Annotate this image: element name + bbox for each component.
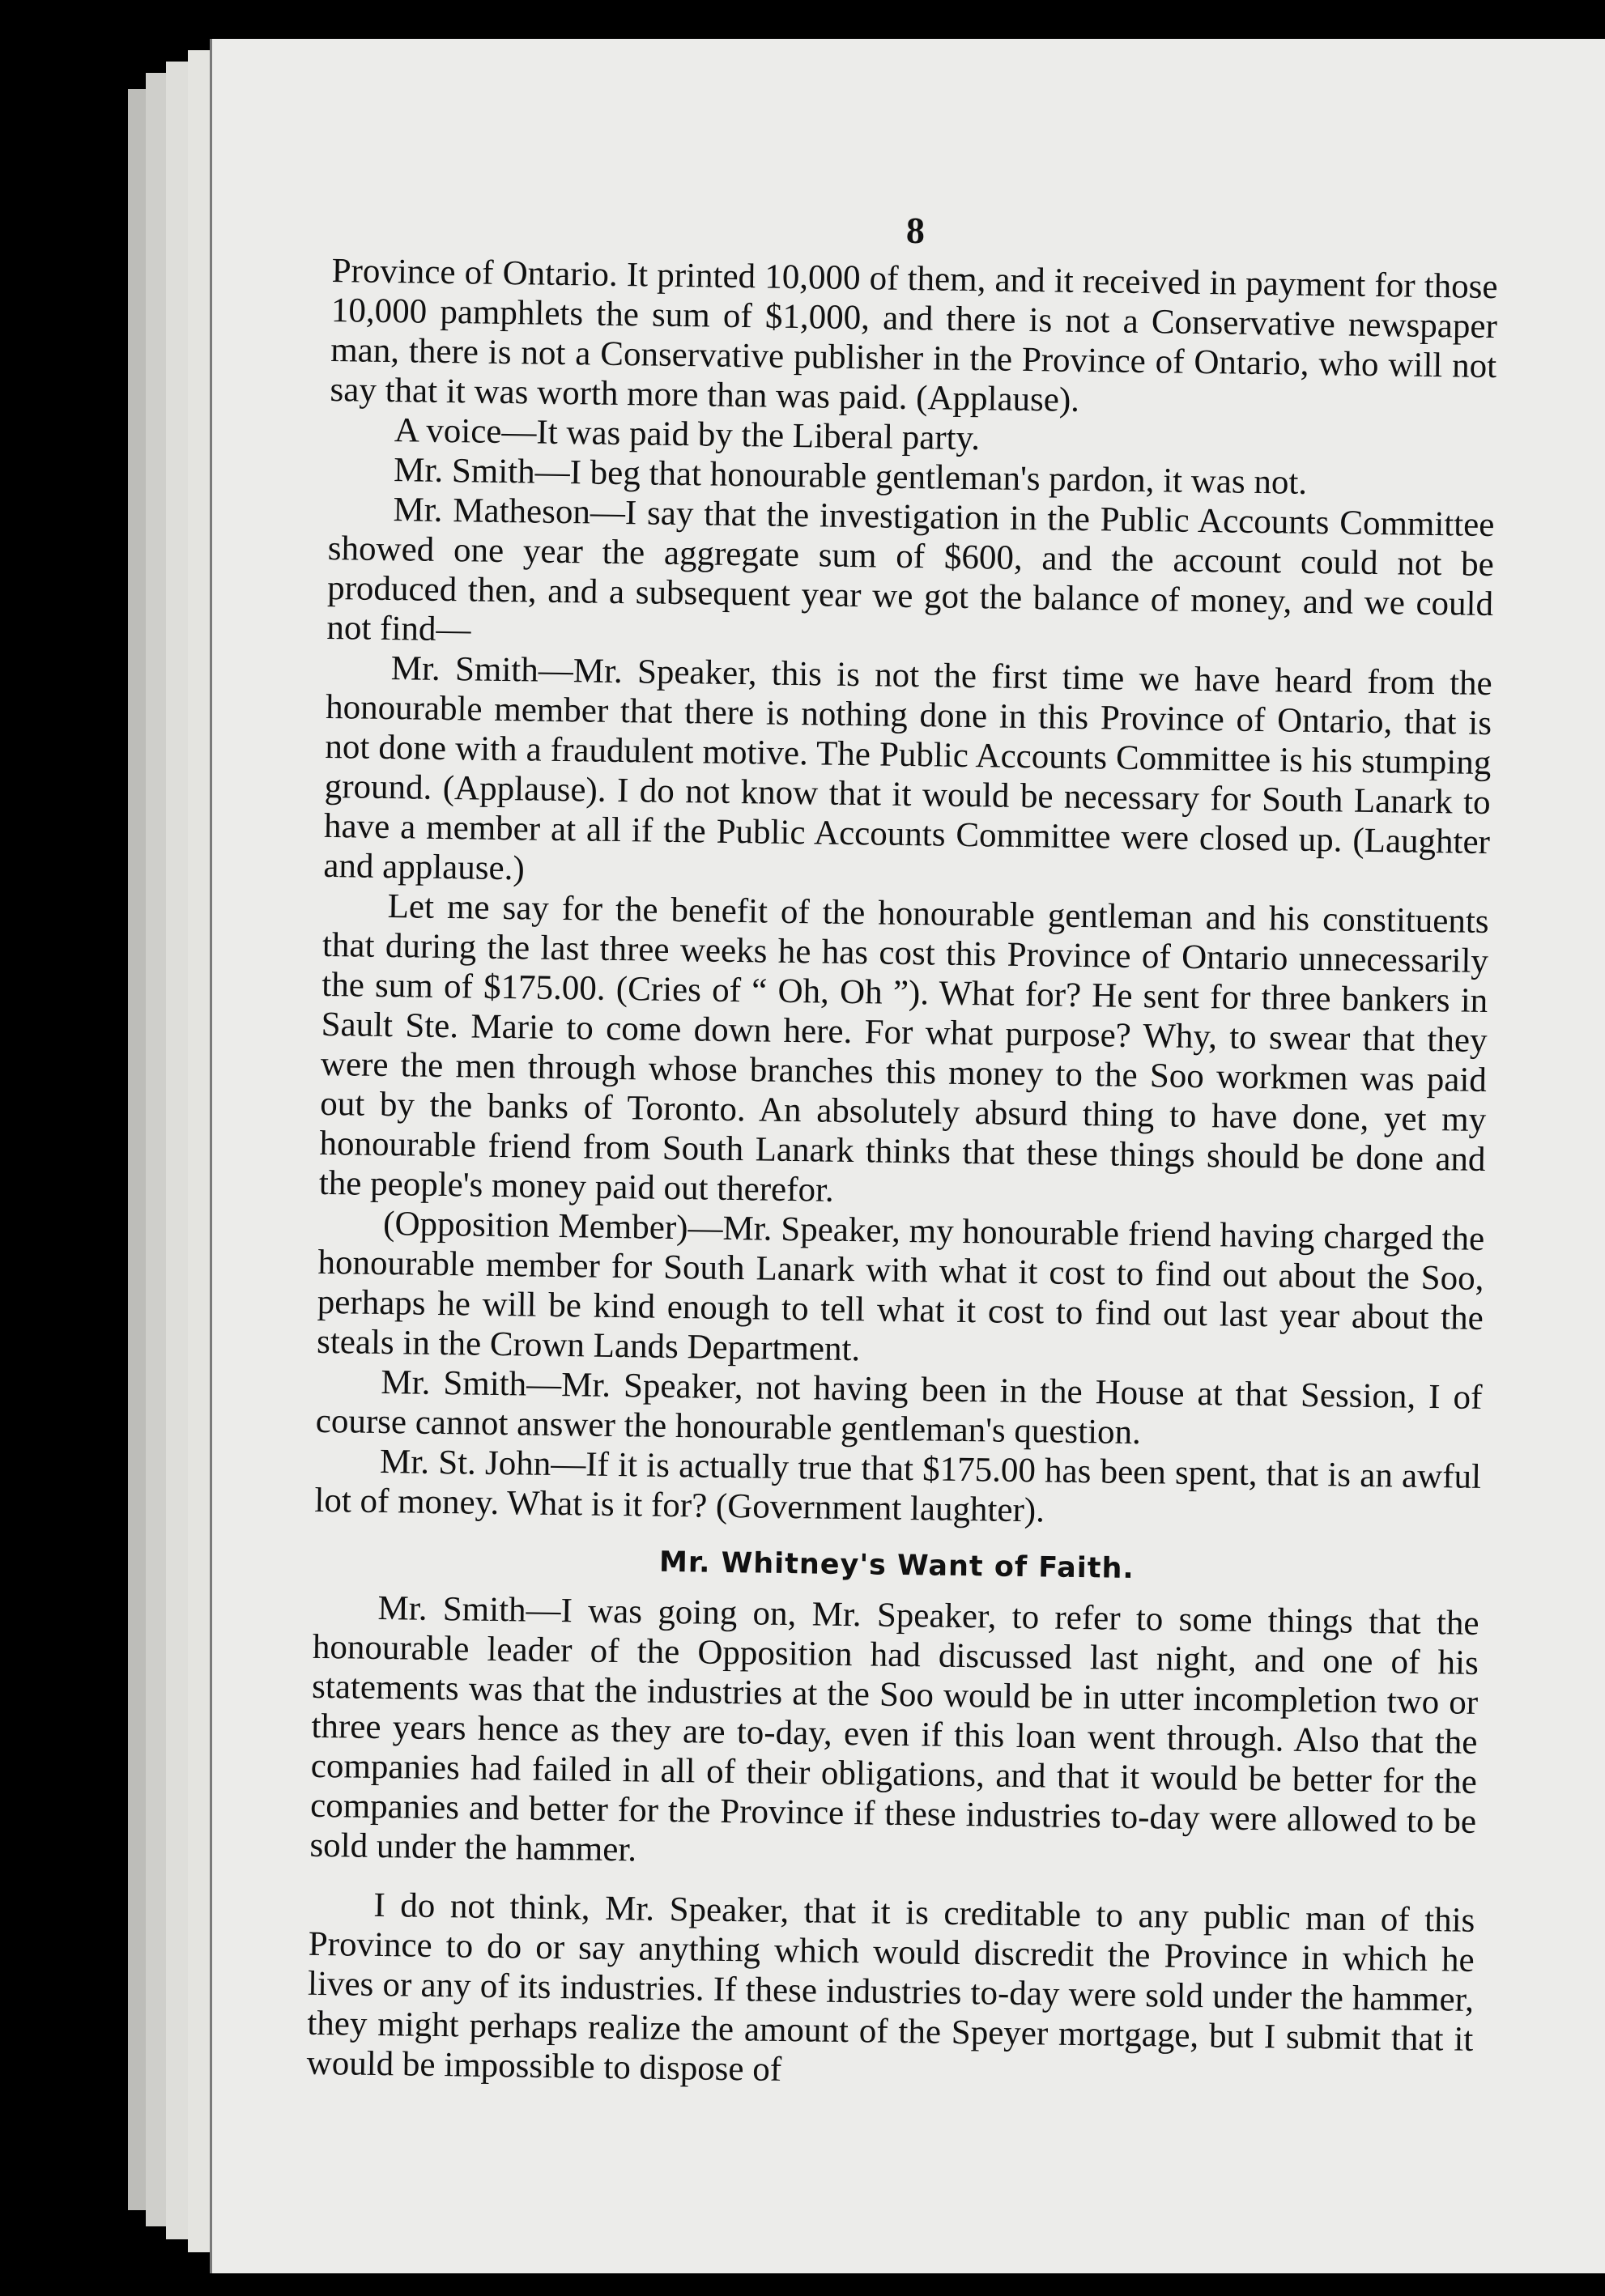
paragraph: Mr. Matheson—I say that the investigation in the Public Accounts Committee showed one year the aggregate sum of $600, and the account could not be produced then, and a subsequent year we got the balance of money, and we could not find— bbox=[326, 491, 1495, 649]
paragraph: Mr. Smith—I beg that honourable gentleman's pardon, it was not. bbox=[393, 451, 1308, 502]
paragraph: Mr. Smith—I was going on, Mr. Speaker, to refer to some things that the honourable leader of the Opposition had discussed last night, and one of his statements was that the industries at the Soo would be in utter incompletion two or three years hence as they are to-day, even if this loan went through. Also that the companies had failed in all of their obligations, and that it would be better for the companies and better for the Province if these industries to-day were allowed to be sold under the hammer. bbox=[309, 1588, 1479, 1869]
paragraph: Let me say for the benefit of the honourable gentleman and his constituents that during the last three weeks he has cost this Province of Ontario unnecessarily the sum of $175.00. (Cries of “ Oh, Oh ”). What for? He sent for three bankers in Sault Ste. Marie to come down here. For what purpose? Why, to swear that they were the men through whose branches this money to the Soo workmen was paid out by the banks of Toronto. An absolutely absurd thing to have done, yet my honourable friend from South Lanark thinks that these things should be done and the people's money paid out therefor. bbox=[318, 887, 1489, 1210]
paragraph: Mr. Smith—Mr. Speaker, this is not the first time we have heard from the honourable member that there is nothing done in this Province of Ontario, that is not done with a fraudulent motive. The Public Accounts Committee is his stumping ground. (Applause). I do not know that it would be necessary for South Lanark to have a member at all if the Public Accounts Committee were closed up. (Laughter and applause.) bbox=[323, 649, 1493, 888]
page-number: 8 bbox=[905, 209, 926, 252]
page-text-block bbox=[306, 209, 1498, 2099]
paragraph: Mr. St. John—If it is actually true that $175.00 has been spent, that is an awful lot of money. What is it for? (Government laughter). bbox=[314, 1442, 1482, 1530]
paragraph: A voice—It was paid by the Liberal party. bbox=[394, 411, 981, 458]
document-page bbox=[212, 39, 1605, 2273]
paragraph: I do not think, Mr. Speaker, that it is creditable to any public man of this Province to do or say anything which would discredit the Province in which he lives or any of its industries. If these industries to-day were sold under the hammer, they might perhaps realize the amount of the Speyer mortgage, but I submit that it would be impossible to dispose of bbox=[306, 1886, 1475, 2089]
paragraph: (Opposition Member)—Mr. Speaker, my honourable friend having charged the honourable member for South Lanark with what it cost to find out about the Soo, perhaps he will be kind enough to tell what it cost to find out last year about the steals in the Crown Lands Department. bbox=[316, 1205, 1485, 1369]
paragraph: Province of Ontario. It printed 10,000 of them, and it received in payment for those 10,000 pamphlets the sum of $1,000, and there is not a Conservative newspaper man, there is not a Conservative publisher in the Province of Ontario, who will not say that it was worth more than was paid. (Applause). bbox=[330, 251, 1498, 419]
section-heading: Mr. Whitney's Want of Faith. bbox=[658, 1546, 1135, 1585]
paragraph: Mr. Smith—Mr. Speaker, not having been in the House at that Session, I of course cannot answer the honourable gentleman's question. bbox=[315, 1363, 1483, 1452]
